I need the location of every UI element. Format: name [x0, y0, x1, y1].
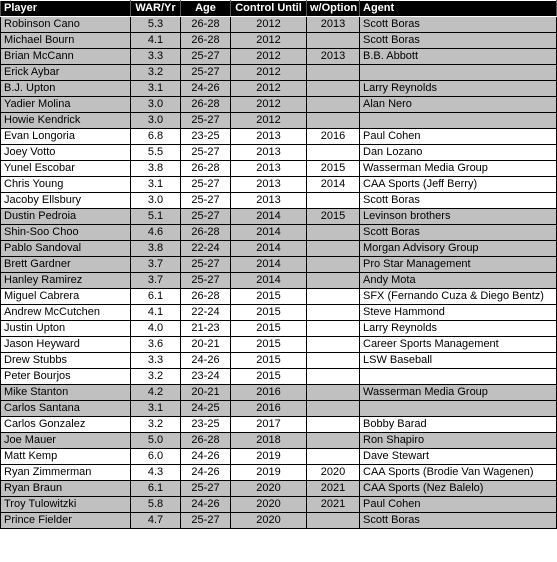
table-row	[1, 97, 557, 113]
table-row	[1, 65, 557, 81]
cell-age: 25-27	[181, 65, 231, 81]
cell-control-until: 2012	[231, 81, 307, 97]
cell-age: 21-23	[181, 321, 231, 337]
table-header	[1, 1, 557, 17]
cell-war-per-year: 3.2	[131, 65, 181, 81]
cell-war-per-year: 5.8	[131, 497, 181, 513]
cell-agent: Larry Reynolds	[360, 321, 557, 337]
cell-control-until: 2013	[231, 193, 307, 209]
cell-with-option	[307, 97, 360, 113]
cell-agent: Dave Stewart	[360, 449, 557, 465]
cell-agent: Wasserman Media Group	[360, 161, 557, 177]
cell-control-until: 2012	[231, 17, 307, 33]
cell-control-until: 2014	[231, 257, 307, 273]
cell-player: Erick Aybar	[1, 65, 131, 81]
cell-control-until: 2012	[231, 113, 307, 129]
cell-with-option	[307, 145, 360, 161]
cell-war-per-year: 6.0	[131, 449, 181, 465]
cell-player: Miguel Cabrera	[1, 289, 131, 305]
cell-war-per-year: 6.1	[131, 481, 181, 497]
cell-age: 23-24	[181, 369, 231, 385]
cell-control-until: 2017	[231, 417, 307, 433]
header-control-until: Control Until	[231, 1, 307, 17]
cell-war-per-year: 3.6	[131, 337, 181, 353]
cell-player: Brian McCann	[1, 49, 131, 65]
cell-player: Yunel Escobar	[1, 161, 131, 177]
cell-player: Hanley Ramirez	[1, 273, 131, 289]
cell-war-per-year: 3.2	[131, 369, 181, 385]
cell-with-option	[307, 81, 360, 97]
cell-player: Howie Kendrick	[1, 113, 131, 129]
table-row	[1, 353, 557, 369]
cell-control-until: 2014	[231, 241, 307, 257]
cell-with-option	[307, 289, 360, 305]
table-row	[1, 401, 557, 417]
cell-control-until: 2013	[231, 129, 307, 145]
cell-age: 25-27	[181, 113, 231, 129]
cell-age: 25-27	[181, 193, 231, 209]
cell-war-per-year: 3.2	[131, 417, 181, 433]
cell-with-option	[307, 369, 360, 385]
cell-with-option	[307, 65, 360, 81]
cell-player: Peter Bourjos	[1, 369, 131, 385]
cell-war-per-year: 3.1	[131, 401, 181, 417]
cell-age: 26-28	[181, 161, 231, 177]
cell-agent	[360, 369, 557, 385]
cell-agent: CAA Sports (Nez Balelo)	[360, 481, 557, 497]
cell-agent: Morgan Advisory Group	[360, 241, 557, 257]
cell-agent: Scott Boras	[360, 17, 557, 33]
cell-with-option: 2021	[307, 497, 360, 513]
cell-agent: Dan Lozano	[360, 145, 557, 161]
cell-player: Yadier Molina	[1, 97, 131, 113]
cell-agent: Wasserman Media Group	[360, 385, 557, 401]
cell-war-per-year: 3.3	[131, 353, 181, 369]
table-row	[1, 513, 557, 529]
cell-player: Pablo Sandoval	[1, 241, 131, 257]
cell-age: 26-28	[181, 289, 231, 305]
cell-player: Justin Upton	[1, 321, 131, 337]
cell-agent: Alan Nero	[360, 97, 557, 113]
table-row	[1, 129, 557, 145]
cell-war-per-year: 3.1	[131, 81, 181, 97]
cell-age: 25-27	[181, 209, 231, 225]
cell-player: Michael Bourn	[1, 33, 131, 49]
header-with-option: w/Option	[307, 1, 360, 17]
cell-age: 23-25	[181, 417, 231, 433]
cell-war-per-year: 3.7	[131, 257, 181, 273]
cell-war-per-year: 3.8	[131, 161, 181, 177]
cell-with-option: 2016	[307, 129, 360, 145]
header-war-per-year: WAR/Yr	[131, 1, 181, 17]
cell-with-option	[307, 513, 360, 529]
cell-war-per-year: 6.1	[131, 289, 181, 305]
cell-control-until: 2015	[231, 369, 307, 385]
cell-with-option	[307, 321, 360, 337]
cell-agent: B.B. Abbott	[360, 49, 557, 65]
cell-control-until: 2015	[231, 337, 307, 353]
cell-player: Prince Fielder	[1, 513, 131, 529]
cell-war-per-year: 3.0	[131, 193, 181, 209]
header-age: Age	[181, 1, 231, 17]
cell-agent: Steve Hammond	[360, 305, 557, 321]
cell-age: 25-27	[181, 145, 231, 161]
cell-player: Ryan Zimmerman	[1, 465, 131, 481]
table-row	[1, 465, 557, 481]
cell-agent: Ron Shapiro	[360, 433, 557, 449]
cell-war-per-year: 4.7	[131, 513, 181, 529]
table-row	[1, 33, 557, 49]
cell-with-option: 2013	[307, 17, 360, 33]
cell-with-option	[307, 353, 360, 369]
cell-player: Andrew McCutchen	[1, 305, 131, 321]
table-row	[1, 177, 557, 193]
cell-control-until: 2012	[231, 97, 307, 113]
table-row	[1, 305, 557, 321]
cell-agent: LSW Baseball	[360, 353, 557, 369]
cell-agent: Scott Boras	[360, 193, 557, 209]
table-row	[1, 385, 557, 401]
cell-player: Carlos Gonzalez	[1, 417, 131, 433]
cell-control-until: 2012	[231, 49, 307, 65]
cell-age: 25-27	[181, 481, 231, 497]
table-row	[1, 497, 557, 513]
cell-player: Troy Tulowitzki	[1, 497, 131, 513]
table-row	[1, 145, 557, 161]
cell-war-per-year: 4.1	[131, 305, 181, 321]
cell-control-until: 2015	[231, 321, 307, 337]
header-agent: Agent	[360, 1, 557, 17]
cell-war-per-year: 4.6	[131, 225, 181, 241]
cell-control-until: 2020	[231, 481, 307, 497]
table-row	[1, 49, 557, 65]
cell-player: Jacoby Ellsbury	[1, 193, 131, 209]
cell-agent: Pro Star Management	[360, 257, 557, 273]
cell-with-option: 2021	[307, 481, 360, 497]
cell-age: 24-26	[181, 81, 231, 97]
cell-player: Matt Kemp	[1, 449, 131, 465]
cell-war-per-year: 4.3	[131, 465, 181, 481]
cell-agent: Andy Mota	[360, 273, 557, 289]
cell-age: 24-26	[181, 449, 231, 465]
cell-control-until: 2016	[231, 385, 307, 401]
cell-player: Carlos Santana	[1, 401, 131, 417]
cell-age: 26-28	[181, 33, 231, 49]
cell-with-option: 2014	[307, 177, 360, 193]
cell-player: Drew Stubbs	[1, 353, 131, 369]
cell-player: Chris Young	[1, 177, 131, 193]
cell-player: Robinson Cano	[1, 17, 131, 33]
cell-age: 20-21	[181, 337, 231, 353]
cell-player: Shin-Soo Choo	[1, 225, 131, 241]
table-row	[1, 321, 557, 337]
table-row	[1, 257, 557, 273]
cell-control-until: 2020	[231, 497, 307, 513]
cell-agent: Career Sports Management	[360, 337, 557, 353]
cell-player: Brett Gardner	[1, 257, 131, 273]
cell-control-until: 2018	[231, 433, 307, 449]
cell-agent: Larry Reynolds	[360, 81, 557, 97]
table-row	[1, 161, 557, 177]
cell-age: 25-27	[181, 273, 231, 289]
cell-war-per-year: 3.1	[131, 177, 181, 193]
cell-control-until: 2016	[231, 401, 307, 417]
cell-control-until: 2015	[231, 305, 307, 321]
cell-agent: Bobby Barad	[360, 417, 557, 433]
cell-war-per-year: 4.2	[131, 385, 181, 401]
cell-age: 26-28	[181, 433, 231, 449]
cell-age: 20-21	[181, 385, 231, 401]
cell-agent: Scott Boras	[360, 33, 557, 49]
cell-agent: SFX (Fernando Cuza & Diego Bentz)	[360, 289, 557, 305]
cell-with-option	[307, 401, 360, 417]
cell-war-per-year: 3.8	[131, 241, 181, 257]
table-row	[1, 417, 557, 433]
cell-age: 23-25	[181, 129, 231, 145]
cell-age: 26-28	[181, 17, 231, 33]
cell-with-option	[307, 113, 360, 129]
cell-age: 25-27	[181, 513, 231, 529]
table-row	[1, 433, 557, 449]
cell-age: 24-26	[181, 465, 231, 481]
cell-age: 24-25	[181, 401, 231, 417]
cell-control-until: 2019	[231, 449, 307, 465]
cell-with-option	[307, 193, 360, 209]
cell-with-option	[307, 241, 360, 257]
cell-agent: Scott Boras	[360, 225, 557, 241]
cell-agent: CAA Sports (Jeff Berry)	[360, 177, 557, 193]
cell-control-until: 2014	[231, 225, 307, 241]
header-row	[1, 1, 557, 17]
cell-war-per-year: 3.0	[131, 113, 181, 129]
cell-player: Dustin Pedroia	[1, 209, 131, 225]
table-row	[1, 17, 557, 33]
table-row	[1, 209, 557, 225]
cell-player: Ryan Braun	[1, 481, 131, 497]
cell-control-until: 2015	[231, 289, 307, 305]
cell-age: 25-27	[181, 257, 231, 273]
table-row	[1, 81, 557, 97]
cell-agent: Paul Cohen	[360, 129, 557, 145]
cell-player: Joey Votto	[1, 145, 131, 161]
cell-agent: CAA Sports (Brodie Van Wagenen)	[360, 465, 557, 481]
cell-control-until: 2012	[231, 65, 307, 81]
cell-war-per-year: 5.1	[131, 209, 181, 225]
cell-agent: Paul Cohen	[360, 497, 557, 513]
cell-age: 25-27	[181, 49, 231, 65]
cell-agent	[360, 113, 557, 129]
cell-age: 24-26	[181, 497, 231, 513]
cell-war-per-year: 5.0	[131, 433, 181, 449]
cell-agent: Scott Boras	[360, 513, 557, 529]
cell-player: Jason Heyward	[1, 337, 131, 353]
cell-war-per-year: 4.1	[131, 33, 181, 49]
cell-control-until: 2012	[231, 33, 307, 49]
table-row	[1, 273, 557, 289]
cell-with-option: 2015	[307, 161, 360, 177]
table-row	[1, 337, 557, 353]
cell-age: 26-28	[181, 225, 231, 241]
cell-with-option: 2020	[307, 465, 360, 481]
cell-player: Mike Stanton	[1, 385, 131, 401]
cell-with-option	[307, 305, 360, 321]
table-body	[1, 17, 557, 529]
cell-with-option: 2015	[307, 209, 360, 225]
table-row	[1, 193, 557, 209]
cell-player: Joe Mauer	[1, 433, 131, 449]
cell-agent: Levinson brothers	[360, 209, 557, 225]
cell-age: 24-26	[181, 353, 231, 369]
cell-with-option: 2013	[307, 49, 360, 65]
cell-control-until: 2014	[231, 273, 307, 289]
cell-age: 26-28	[181, 97, 231, 113]
header-player: Player	[1, 1, 131, 17]
cell-age: 25-27	[181, 177, 231, 193]
cell-with-option	[307, 33, 360, 49]
cell-with-option	[307, 385, 360, 401]
cell-control-until: 2013	[231, 145, 307, 161]
cell-war-per-year: 5.3	[131, 17, 181, 33]
table-row	[1, 113, 557, 129]
cell-control-until: 2014	[231, 209, 307, 225]
cell-player: B.J. Upton	[1, 81, 131, 97]
cell-control-until: 2015	[231, 353, 307, 369]
cell-control-until: 2013	[231, 177, 307, 193]
table-row	[1, 225, 557, 241]
cell-player: Evan Longoria	[1, 129, 131, 145]
cell-with-option	[307, 449, 360, 465]
cell-with-option	[307, 433, 360, 449]
table-row	[1, 369, 557, 385]
cell-control-until: 2013	[231, 161, 307, 177]
table-row	[1, 289, 557, 305]
cell-age: 22-24	[181, 241, 231, 257]
cell-war-per-year: 3.7	[131, 273, 181, 289]
cell-war-per-year: 5.5	[131, 145, 181, 161]
cell-agent	[360, 401, 557, 417]
cell-control-until: 2020	[231, 513, 307, 529]
table-row	[1, 481, 557, 497]
table-row	[1, 449, 557, 465]
cell-control-until: 2019	[231, 465, 307, 481]
cell-war-per-year: 4.0	[131, 321, 181, 337]
cell-age: 22-24	[181, 305, 231, 321]
cell-with-option	[307, 273, 360, 289]
table-row	[1, 241, 557, 257]
cell-agent	[360, 65, 557, 81]
cell-with-option	[307, 337, 360, 353]
cell-with-option	[307, 417, 360, 433]
cell-with-option	[307, 225, 360, 241]
cell-with-option	[307, 257, 360, 273]
cell-war-per-year: 3.0	[131, 97, 181, 113]
cell-war-per-year: 3.3	[131, 49, 181, 65]
cell-war-per-year: 6.8	[131, 129, 181, 145]
